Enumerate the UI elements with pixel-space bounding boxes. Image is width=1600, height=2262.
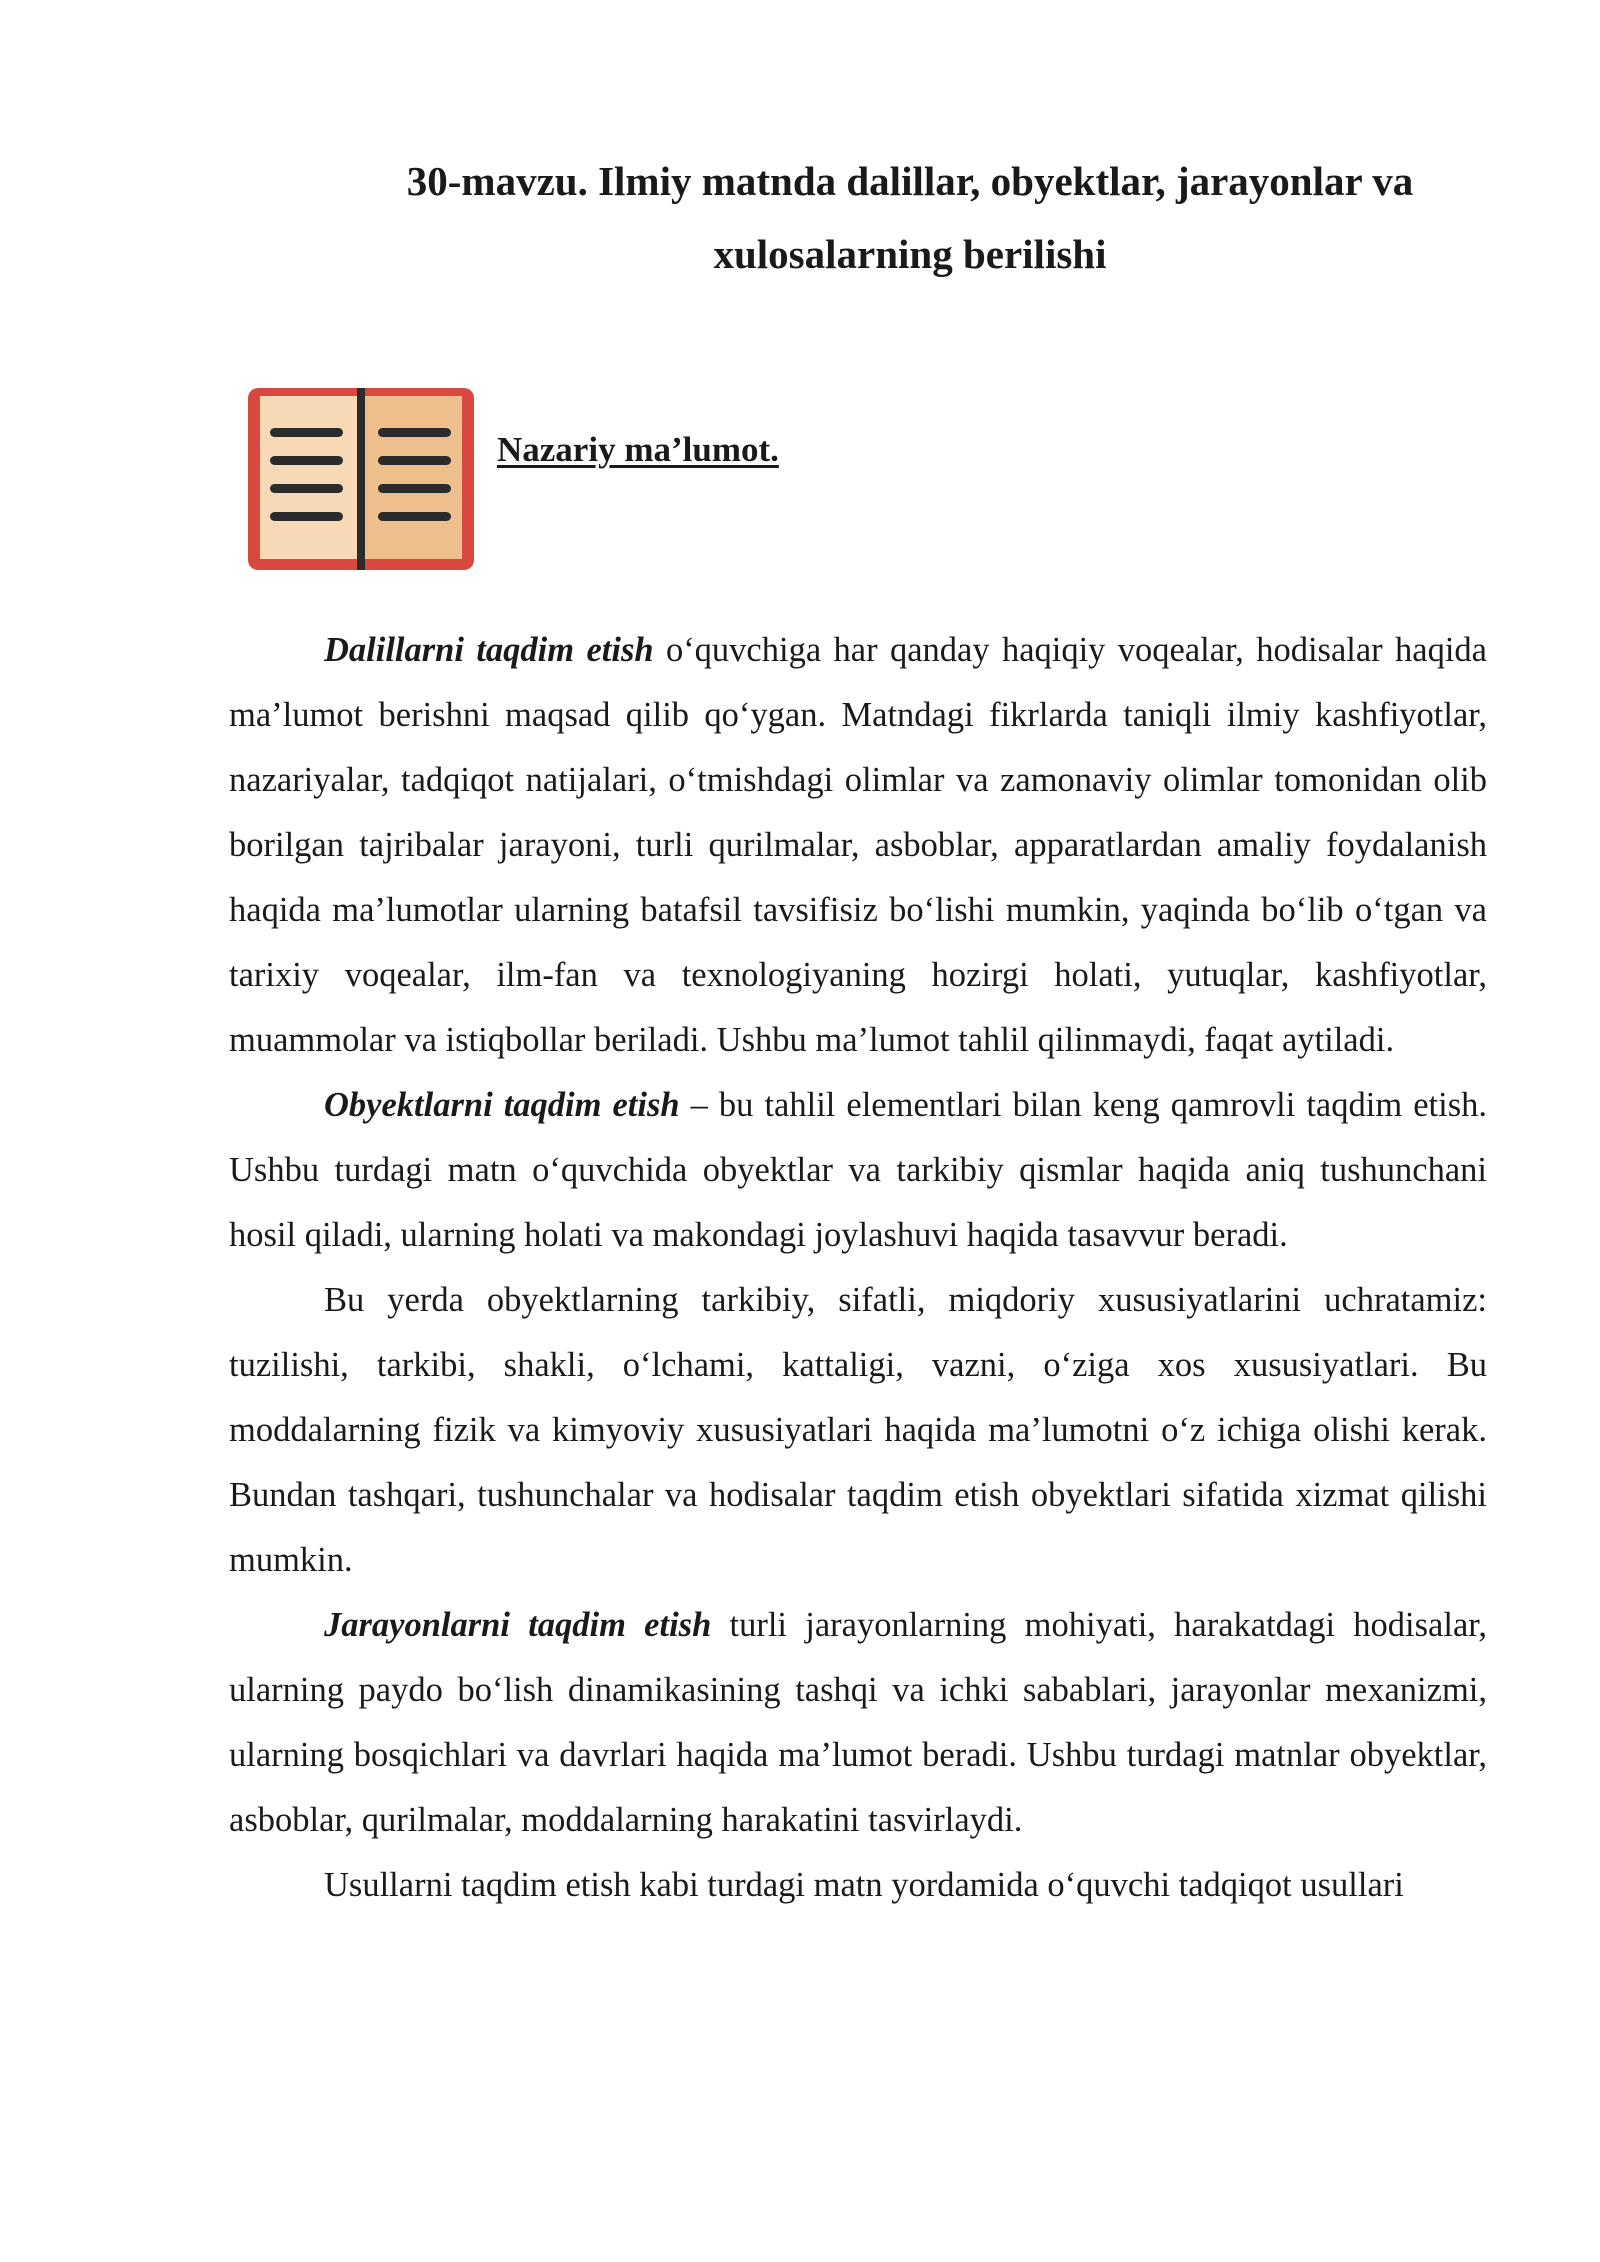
paragraph-lead: Dalillarni taqdim etish [324,631,654,669]
paragraph-object-properties [229,1268,1487,1593]
open-book-icon [246,386,476,572]
page-title [330,145,1490,291]
paragraph-text: – bu tahlil elementlari bilan keng qamrovli taqdim etish. Ushbu turdagi matn o‘quvchida obyektlar va tarkibiy qismlar haqida aniq tushunchani hosil qiladi, ularning holati va makondagi joylashuvi haqida tasavvur beradi. [229,1086,1487,1254]
paragraph-facts [229,618,1487,1073]
paragraph-lead: Jarayonlarni taqdim etish [324,1606,712,1644]
paragraph-processes [229,1593,1487,1853]
body-text [229,618,1487,1918]
section-heading: Nazariy ma’lumot. [497,430,779,469]
paragraph-text: turli jarayonlarning mohiyati, harakatdagi hodisalar, ularning paydo bo‘lish dinamikasining tashqi va ichki sabablari, jarayonlar mexanizmi, ularning bosqichlari va davrlari haqida ma’lumot beradi. Ushbu turdagi matnlar obyektlar, asboblar, qurilmalar, moddalarning harakatini tasvirlaydi. [229,1606,1488,1839]
page-title-line-1: 30-mavzu. Ilmiy matnda dalillar, obyektlar, jarayonlar va [406,158,1414,204]
paragraph-text: Usullarni taqdim etish kabi turdagi matn yordamida o‘quvchi tadqiqot usullari [324,1866,1404,1904]
paragraph-methods [229,1853,1487,1918]
paragraph-text: o‘quvchiga har qanday haqiqiy voqealar, hodisalar haqida ma’lumot berishni maqsad qilib qo‘ygan. Matndagi fikrlarda taniqli ilmiy kashfiyotlar, nazariyalar, tadqiqot natijalari, o‘tmishdagi olimlar va zamonaviy olimlar tomonidan olib borilgan tajribalar jarayoni, turli qurilmalar, asboblar, apparatlardan amaliy foydalanish haqida ma’lumotlar ularning batafsil tavsifisiz bo‘lishi mumkin, yaqinda bo‘lib o‘tgan va tarixiy voqealar, ilm-fan va texnologiyaning hozirgi holati, yutuqlar, kashfiyotlar, muammolar va istiqbollar beriladi. Ushbu ma’lumot tahlil qilinmaydi, faqat aytiladi. [229,631,1487,1059]
page-title-line-2: xulosalarning berilishi [713,231,1107,277]
paragraph-objects [229,1073,1487,1268]
paragraph-text: Bu yerda obyektlarning tarkibiy, sifatli, miqdoriy xususiyatlarini uchratamiz: tuzilishi, tarkibi, shakli, o‘lchami, kattaligi, vazni, o‘ziga xos xususiyatlari. Bu moddalarning fizik va kimyoviy xususiyatlari haqida ma’lumotni o‘z ichiga olishi kerak. Bundan tashqari, tushunchalar va hodisalar taqdim etish obyektlari sifatida xizmat qilishi mumkin. [229,1281,1487,1579]
paragraph-lead: Obyektlarni taqdim etish [324,1086,680,1124]
